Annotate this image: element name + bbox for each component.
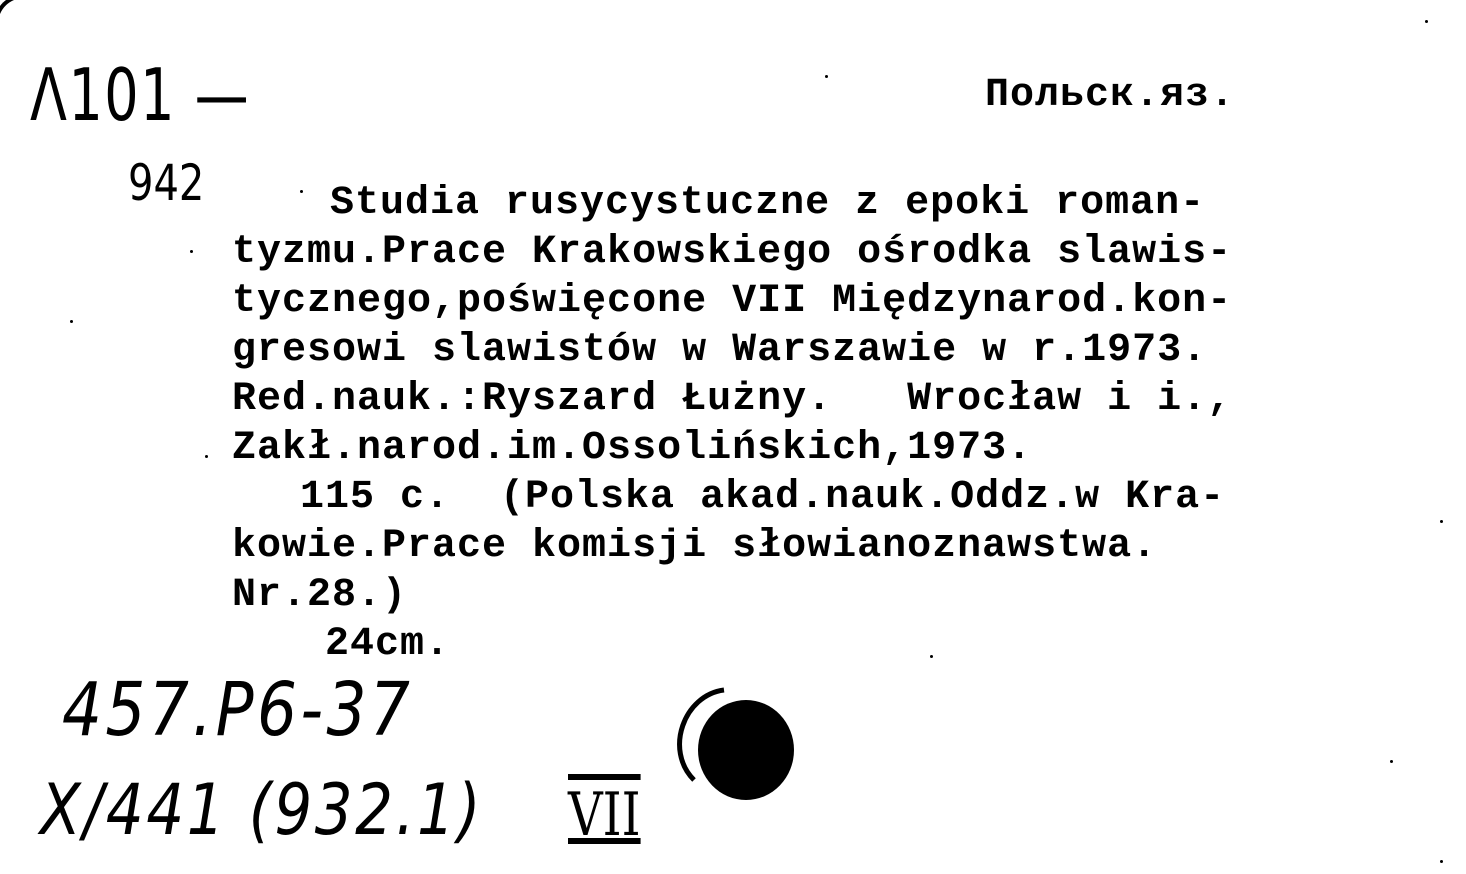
title-line: tycznego,poświęcone VII Międzynarod.kon- xyxy=(232,279,1233,324)
subject-heading: Польск.яз. xyxy=(985,73,1236,118)
speck xyxy=(1390,760,1393,763)
speck xyxy=(70,320,73,323)
speck xyxy=(1425,20,1428,23)
call-number-b: X/441 (932.1) xyxy=(40,769,484,851)
speck xyxy=(205,455,208,458)
shelf-mark-top: Λ101 — xyxy=(30,53,251,137)
shelf-mark-bottom: 942 xyxy=(128,154,205,212)
title-line: tyzmu.Prace Krakowskiego ośrodka slawis- xyxy=(232,230,1233,275)
ink-stamp xyxy=(664,680,804,810)
title-line: gresowi slawistów w Warszawie w r.1973. xyxy=(232,328,1208,373)
card-corner-edge xyxy=(0,0,28,58)
speck xyxy=(1440,860,1443,863)
stamp-blot xyxy=(698,700,794,800)
speck xyxy=(825,75,828,78)
roman-numeral: VII xyxy=(568,780,641,850)
speck xyxy=(1440,520,1443,523)
imprint-line: Red.nauk.:Ryszard Łużny. Wrocław i i., xyxy=(232,377,1233,422)
speck xyxy=(930,655,933,658)
speck xyxy=(190,250,193,253)
collation-line: kowie.Prace komisji słowianoznawstwa. xyxy=(232,524,1158,569)
collation-line: 115 c. (Polska akad.nauk.Oddz.w Kra- xyxy=(300,475,1226,520)
imprint-line: Zakł.narod.im.Ossolińskich,1973. xyxy=(232,426,1033,471)
call-number-a: 457.P6-37 xyxy=(62,667,414,753)
speck xyxy=(300,190,303,193)
title-line: Studia rusycystuczne z epoki roman- xyxy=(330,181,1206,226)
size-note: 24cm. xyxy=(325,622,451,667)
collation-line: Nr.28.) xyxy=(232,573,408,618)
